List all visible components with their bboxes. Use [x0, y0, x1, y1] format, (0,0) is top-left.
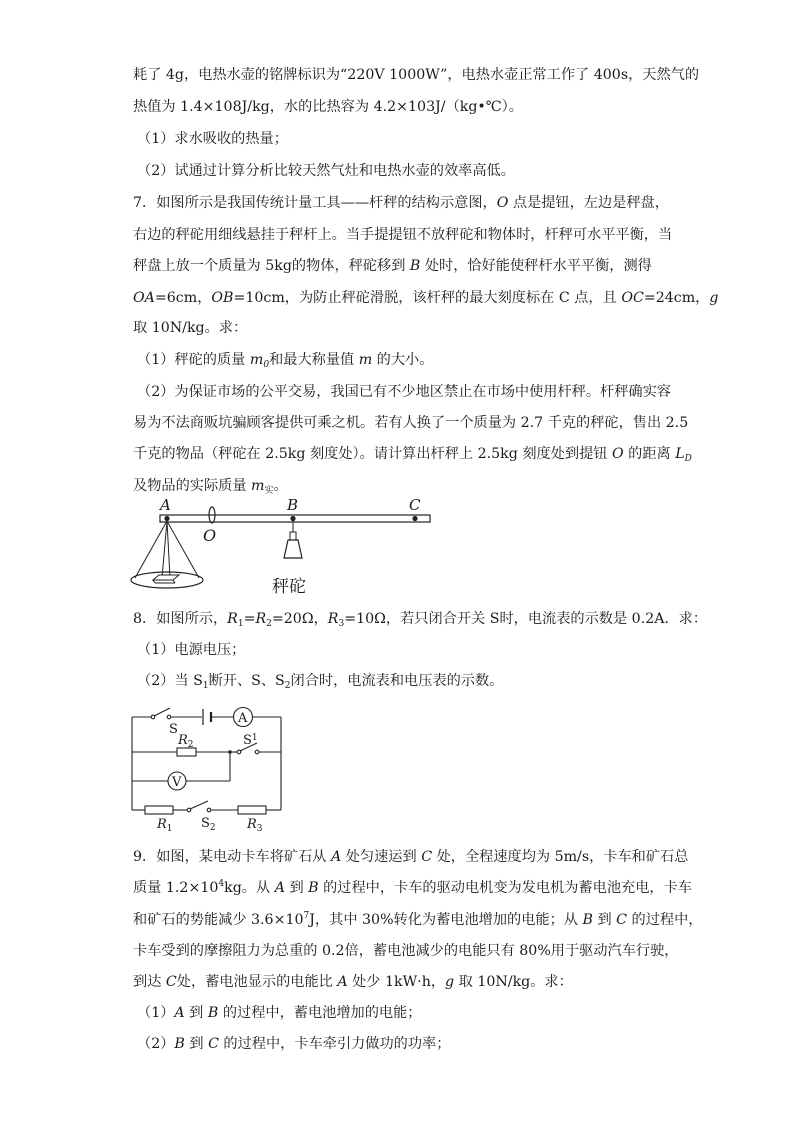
q7-line-1: 7．如图所示是我国传统计量工具——杆秤的结构示意图，O 点是提钮，左边是秤盘， — [133, 195, 669, 211]
resistor-r1 — [145, 806, 173, 814]
q7-line-2: 右边的秤砣用细线悬挂于秤杆上。当手提提钮不放秤砣和物体时，杆秤可水平平衡，当 — [133, 227, 673, 243]
label-c: C — [409, 496, 421, 514]
label-r3: $R_3$ — [247, 817, 263, 832]
voltmeter-label: V — [172, 775, 182, 790]
q7-line-3: 秤盘上放一个质量为 5kg的物体，秤砣移到 B 处时，恰好能使秤杆水平平衡，测得 — [133, 258, 652, 274]
q8-subquestion-1: （1）电源电压； — [137, 642, 246, 658]
q9-line-3: 和矿石的势能减少 $3.6\times 10^7J$，其中 30%转化为蓄电池增加的电能；从 B 到 C 的过程中， — [133, 911, 703, 928]
label-a: A — [160, 496, 171, 514]
resistor-r3 — [238, 806, 266, 814]
q9-line-4: 卡车受到的摩擦阻力为总重的 0.2倍，蓄电池减少的电能只有 80%用于驱动汽车行驶， — [133, 943, 679, 959]
q7-subquestion-2-line-3: 千克的物品（秤砣在 2.5kg 刻度处）。请计算出杆秤上 2.5kg 刻度处到提钮 O 的距离 $L_D$ — [133, 446, 692, 464]
weight-top — [290, 532, 296, 540]
label-r2: $R_2$ — [178, 733, 194, 750]
ammeter-label: A — [238, 711, 248, 726]
object-on-pan — [153, 575, 179, 583]
label-o: O — [203, 526, 217, 545]
q7-subquestion-2-line-2: 易为不法商贩坑骗顾客提供可乘之机。若有人换了一个质量为 2.7 千克的秤砣，售出 2.5 — [133, 415, 689, 431]
circuit-wires — [132, 717, 281, 810]
switch-s2 — [187, 801, 211, 812]
label-switch-s: S — [169, 722, 178, 737]
point-c-dot — [412, 516, 417, 521]
weight-label: 秤砣 — [272, 577, 306, 597]
q7-subquestion-2-line-1: （2）为保证市场的公平交易，我国已有不少地区禁止在市场中使用杆秤。杆秤确实容 — [137, 384, 671, 400]
switch-s — [151, 708, 171, 719]
steelyard-figure — [125, 495, 445, 605]
q9-line-2: 质量 $1.2\times 10^4kg$。从 A 到 B 的过程中，卡车的驱动电机变为发电机为蓄电池充电，卡车 — [133, 879, 692, 896]
pan-strings — [135, 521, 199, 578]
q8-line-1: 8．如图所示，$R_1=R_2=20\Omega$，$R_3=10\Omega$，若只闭合开关 S时，电流表的示数是 0.2A．求： — [133, 611, 708, 629]
q6-subquestion-1: （1）求水吸收的热量； — [137, 131, 288, 147]
q7-subquestion-1: （1）秤砣的质量 $m_0$和最大称量值 m 的大小。 — [137, 352, 434, 370]
circuit-figure — [125, 700, 295, 832]
q6-subquestion-2: （2）试通过计算分析比较天然气灶和电热水壶的效率高低。 — [137, 163, 515, 179]
q7-subquestion-2-line-4: 及物品的实际质量 $m_实$。 — [133, 478, 288, 496]
q9-line-5: 到达 C处，蓄电池显示的电能比 A 处少 1kW·h，g 取 10N/kg。求： — [133, 974, 573, 990]
q9-line-1: 9．如图，某电动卡车将矿石从 A 处匀速运到 C 处，全程速度均为 5m/s，卡车和矿石总 — [133, 849, 689, 865]
battery — [203, 709, 211, 725]
q7-line-5: 取 10N/kg。求： — [133, 320, 248, 336]
q6-line-1: 耗了 4g，电热水壶的铭牌标识为“220V 1000W”，电热水壶正常工作了 400s，天然气的 — [133, 67, 700, 83]
point-b-dot — [290, 516, 295, 521]
q7-line-4: OA=6cm，OB=10cm，为防止秤砣滑脱，该杆秤的最大刻度标在 C 点，且 OC=24cm，g — [133, 290, 719, 306]
weight-body — [284, 540, 302, 558]
q8-subquestion-2: （2）当 $S_1$断开、S、$S_2$闭合时，电流表和电压表的示数。 — [137, 673, 504, 691]
label-switch-s1: $S^1$ — [243, 733, 258, 748]
label-b: B — [287, 496, 299, 514]
q6-line-2: 热值为 1.4×108J/kg，水的比热容为 4.2×103J/（kg•℃）。 — [133, 99, 523, 115]
junction-dot-1 — [228, 750, 232, 754]
label-r1: $R_1$ — [157, 817, 173, 832]
q9-subquestion-2: （2）B 到 C 的过程中，卡车牵引力做功的功率； — [137, 1036, 451, 1052]
label-switch-s2: $S_2$ — [201, 816, 216, 832]
q9-subquestion-1: （1）A 到 B 的过程中，蓄电池增加的电能； — [137, 1005, 422, 1021]
point-a-dot — [164, 516, 169, 521]
